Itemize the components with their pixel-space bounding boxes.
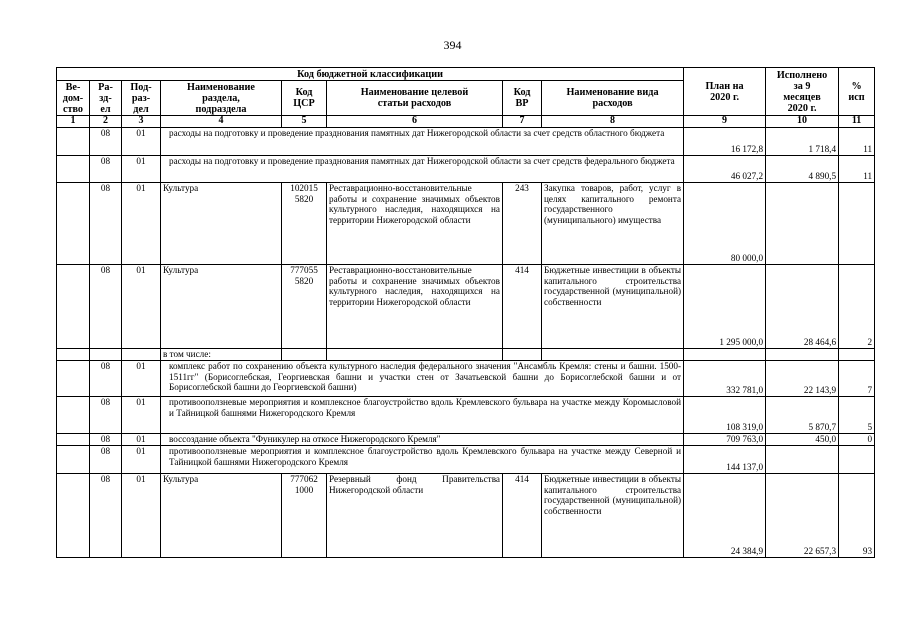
cell-percent — [839, 183, 875, 265]
cell-plan: 46 027,2 — [684, 156, 766, 183]
cell-section: Культура — [161, 265, 282, 349]
cell-podrazdel: 01 — [122, 156, 161, 183]
cell-kind: Бюджетные инвестиции в объекты капитального строительства государственной (муниципальной) собственности — [542, 474, 684, 558]
cell-vedomstvo — [57, 474, 90, 558]
cell-plan: 144 137,0 — [684, 446, 766, 474]
table-row — [57, 446, 875, 474]
cell-csr: 102015 5820 — [282, 183, 327, 265]
cell-description: воссоздание объекта "Фуникулер на откосе Нижегородского Кремля" — [161, 434, 684, 446]
cell-csr: 777062 1000 — [282, 474, 327, 558]
cell-percent: 5 — [839, 397, 875, 434]
cell-description: расходы на подготовку и проведение празднования памятных дат Нижегородской области за счет средств областного бюджета — [161, 128, 684, 156]
cell-razdel: 08 — [90, 446, 122, 474]
cell-description: комплекс работ по сохранению объекта культурного наследия федерального значения "Ансамбль Кремля: стены и башни. 1500-1511гг" (Борисоглебская, Георгиевская башни и участки стен от Зачатьевской башни до Борисоглебской башни и от Борисоглебской башни до Георгиевской башни) — [161, 361, 684, 397]
table-row — [57, 349, 875, 361]
header-col-1: Ве- дом- ство — [57, 81, 90, 116]
column-number: 1 — [57, 116, 90, 128]
table-row — [57, 474, 875, 558]
cell-done: 1 718,4 — [766, 128, 839, 156]
cell-vedomstvo — [57, 434, 90, 446]
cell-plan: 108 319,0 — [684, 397, 766, 434]
cell-percent: 11 — [839, 156, 875, 183]
cell-empty — [839, 349, 875, 361]
table-row — [57, 183, 875, 265]
cell-empty — [327, 349, 503, 361]
header-col-7: Код ВР — [503, 81, 542, 116]
cell-description: противооползневые мероприятия и комплексное благоустройство вдоль Кремлевского бульвара на участке между Северной и Тайницкой башнями Нижегородского Кремля — [161, 446, 684, 474]
column-number: 10 — [766, 116, 839, 128]
table-row — [57, 397, 875, 434]
cell-done: 5 870,7 — [766, 397, 839, 434]
cell-razdel: 08 — [90, 397, 122, 434]
cell-done: 450,0 — [766, 434, 839, 446]
header-col-11: % исп — [839, 68, 875, 116]
cell-section: Культура — [161, 183, 282, 265]
cell-vedomstvo — [57, 361, 90, 397]
cell-percent: 0 — [839, 434, 875, 446]
cell-percent: 7 — [839, 361, 875, 397]
column-number: 9 — [684, 116, 766, 128]
cell-empty — [282, 349, 327, 361]
cell-vr: 414 — [503, 265, 542, 349]
header-col-5: Код ЦСР — [282, 81, 327, 116]
table-row — [57, 265, 875, 349]
cell-podrazdel: 01 — [122, 446, 161, 474]
cell-podrazdel: 01 — [122, 434, 161, 446]
cell-plan: 24 384,9 — [684, 474, 766, 558]
cell-kind: Бюджетные инвестиции в объекты капитального строительства государственной (муниципальной) собственности — [542, 265, 684, 349]
cell-target: Резервный фонд Правительства Нижегородской области — [327, 474, 503, 558]
header-col-3: Под- раз- дел — [122, 81, 161, 116]
column-number: 7 — [503, 116, 542, 128]
cell-razdel: 08 — [90, 474, 122, 558]
cell-razdel: 08 — [90, 128, 122, 156]
cell-vedomstvo — [57, 156, 90, 183]
column-number: 5 — [282, 116, 327, 128]
cell-vedomstvo — [57, 349, 90, 361]
cell-description: расходы на подготовку и проведение празднования памятных дат Нижегородской области за счет средств федерального бюджета — [161, 156, 684, 183]
cell-podrazdel: 01 — [122, 183, 161, 265]
cell-podrazdel: 01 — [122, 265, 161, 349]
cell-empty — [503, 349, 542, 361]
header-col-2: Ра- зд- ел — [90, 81, 122, 116]
column-number: 3 — [122, 116, 161, 128]
cell-percent: 2 — [839, 265, 875, 349]
header-col-6: Наименование целевой статьи расходов — [327, 81, 503, 116]
cell-target: Реставрационно-восстановительные работы и сохранение значимых объектов культурного наследия, находящихся на территории Нижегородской области — [327, 265, 503, 349]
cell-empty — [684, 349, 766, 361]
budget-table — [56, 67, 875, 558]
cell-plan: 1 295 000,0 — [684, 265, 766, 349]
cell-vr: 243 — [503, 183, 542, 265]
cell-percent: 11 — [839, 128, 875, 156]
cell-podrazdel: 01 — [122, 474, 161, 558]
cell-podrazdel: 01 — [122, 397, 161, 434]
cell-csr: 777055 5820 — [282, 265, 327, 349]
column-number: 11 — [839, 116, 875, 128]
header-col-8: Наименование вида расходов — [542, 81, 684, 116]
cell-razdel: 08 — [90, 183, 122, 265]
cell-plan: 709 763,0 — [684, 434, 766, 446]
cell-vr: 414 — [503, 474, 542, 558]
table-row — [57, 156, 875, 183]
column-number: 4 — [161, 116, 282, 128]
cell-podrazdel: 01 — [122, 128, 161, 156]
table-row — [57, 434, 875, 446]
cell-empty — [766, 349, 839, 361]
table-row — [57, 361, 875, 397]
column-number: 2 — [90, 116, 122, 128]
cell-done: 4 890,5 — [766, 156, 839, 183]
cell-target: Реставрационно-восстановительные работы и сохранение значимых объектов культурного наследия, находящихся на территории Нижегородской области — [327, 183, 503, 265]
cell-vedomstvo — [57, 183, 90, 265]
cell-plan: 80 000,0 — [684, 183, 766, 265]
cell-vedomstvo — [57, 128, 90, 156]
cell-note: в том числе: — [161, 349, 282, 361]
cell-vedomstvo — [57, 265, 90, 349]
column-number: 8 — [542, 116, 684, 128]
cell-done — [766, 446, 839, 474]
header-col-10: Исполнено за 9 месяцев 2020 г. — [766, 68, 839, 116]
cell-plan: 332 781,0 — [684, 361, 766, 397]
header-col-4: Наименование раздела, подраздела — [161, 81, 282, 116]
cell-empty — [542, 349, 684, 361]
cell-razdel: 08 — [90, 361, 122, 397]
cell-done: 22 657,3 — [766, 474, 839, 558]
cell-kind: Закупка товаров, работ, услуг в целях капитального ремонта государственного (муниципального) имущества — [542, 183, 684, 265]
table-row — [57, 128, 875, 156]
page-number: 394 — [443, 38, 462, 52]
cell-plan: 16 172,8 — [684, 128, 766, 156]
cell-percent — [839, 446, 875, 474]
cell-razdel: 08 — [90, 265, 122, 349]
cell-podrazdel: 01 — [122, 361, 161, 397]
cell-done: 22 143,9 — [766, 361, 839, 397]
cell-razdel: 08 — [90, 434, 122, 446]
column-number-row — [57, 116, 875, 128]
cell-vedomstvo — [57, 446, 90, 474]
cell-vedomstvo — [57, 397, 90, 434]
cell-done: 28 464,6 — [766, 265, 839, 349]
header-group-row — [57, 68, 875, 81]
column-number: 6 — [327, 116, 503, 128]
header-group-cell: Код бюджетной классификации — [57, 68, 684, 81]
cell-razdel — [90, 349, 122, 361]
cell-podrazdel — [122, 349, 161, 361]
cell-section: Культура — [161, 474, 282, 558]
cell-done — [766, 183, 839, 265]
header-col-9: План на 2020 г. — [684, 68, 766, 116]
cell-razdel: 08 — [90, 156, 122, 183]
cell-percent: 93 — [839, 474, 875, 558]
cell-description: противооползневые мероприятия и комплексное благоустройство вдоль Кремлевского бульвара на участке между Коромысловой и Тайницкой башнями Нижегородского Кремля — [161, 397, 684, 434]
